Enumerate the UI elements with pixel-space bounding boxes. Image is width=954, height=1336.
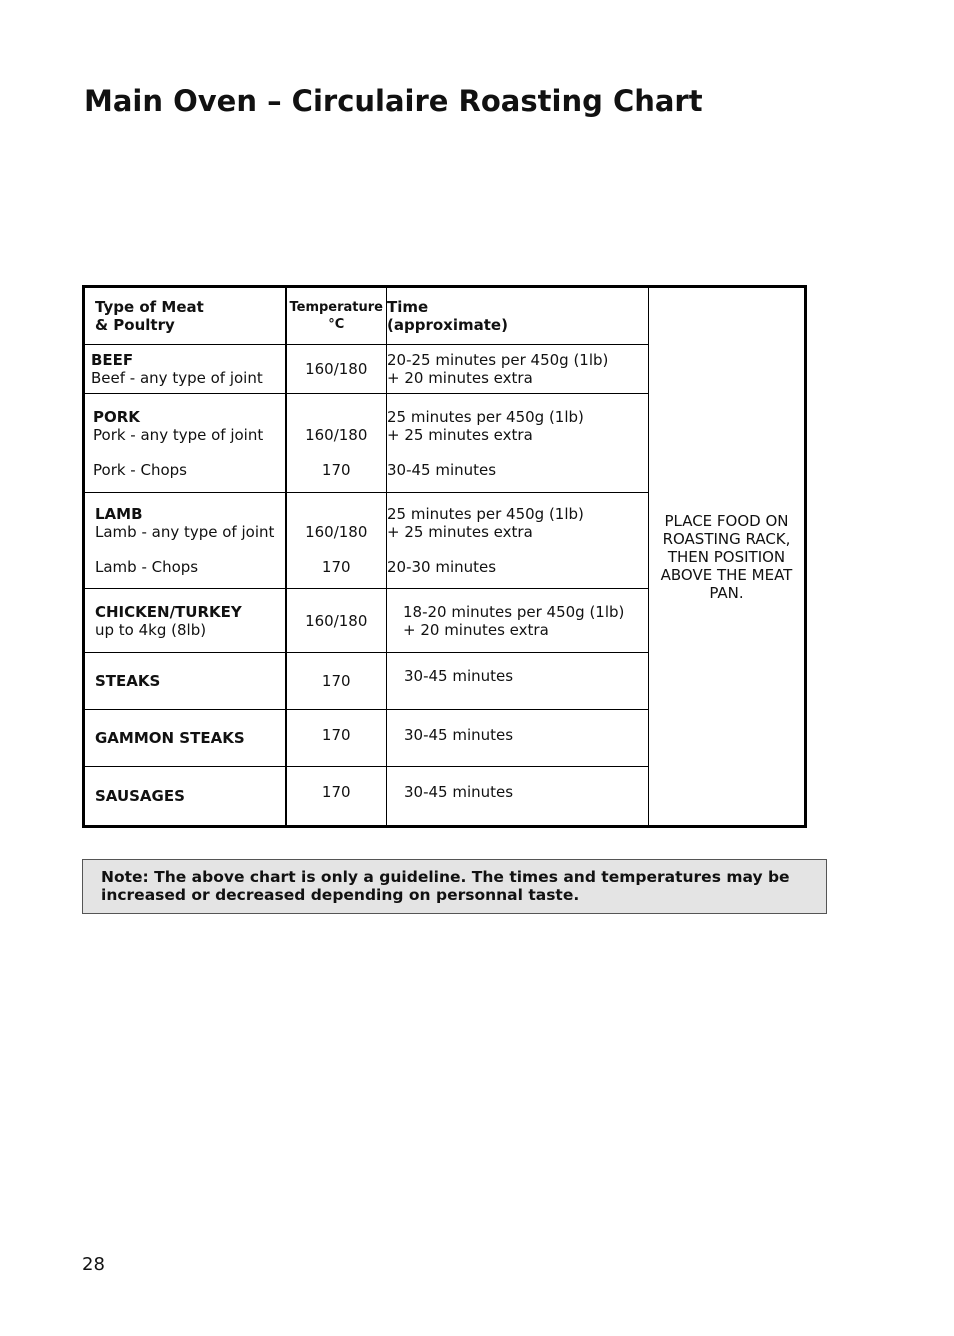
header-temperature: Temperature °C xyxy=(286,287,387,345)
temp-cell: 170 xyxy=(286,653,387,710)
table-header-row xyxy=(84,287,806,345)
meat-cell: PORK Pork - any type of joint Pork - Chops xyxy=(84,394,286,493)
temp-cell: 160/180 170 xyxy=(286,394,387,493)
temp-cell: 170 xyxy=(286,710,387,767)
header-time: Time (approximate) xyxy=(387,287,649,345)
meat-cell: BEEF Beef - any type of joint xyxy=(84,345,286,394)
time-cell: 25 minutes per 450g (1lb) + 25 minutes extra 20-30 minutes xyxy=(387,493,649,589)
meat-cell: CHICKEN/TURKEY up to 4kg (8lb) xyxy=(84,589,286,653)
time-cell: 30-45 minutes xyxy=(387,767,649,827)
page-title: Main Oven – Circulaire Roasting Chart xyxy=(84,84,703,118)
time-cell: 30-45 minutes xyxy=(387,710,649,767)
roasting-chart-table xyxy=(82,285,807,828)
meat-cell: STEAKS xyxy=(84,653,286,710)
temp-cell: 160/180 170 xyxy=(286,493,387,589)
time-cell: 20-25 minutes per 450g (1lb) + 20 minutes extra xyxy=(387,345,649,394)
time-cell: 18-20 minutes per 450g (1lb) + 20 minutes extra xyxy=(387,589,649,653)
temp-cell: 170 xyxy=(286,767,387,827)
side-note: PLACE FOOD ON ROASTING RACK, THEN POSITION ABOVE THE MEAT PAN. xyxy=(660,511,793,602)
meat-cell: SAUSAGES xyxy=(84,767,286,827)
time-cell: 30-45 minutes xyxy=(387,653,649,710)
temp-cell: 160/180 xyxy=(286,589,387,653)
temp-cell: 160/180 xyxy=(286,345,387,394)
side-note-cell xyxy=(649,287,806,827)
time-cell: 25 minutes per 450g (1lb) + 25 minutes extra 30-45 minutes xyxy=(387,394,649,493)
page-number: 28 xyxy=(82,1254,105,1275)
header-meat: Type of Meat & Poultry xyxy=(84,287,286,345)
meat-cell: LAMB Lamb - any type of joint Lamb - Chops xyxy=(84,493,286,589)
guideline-note: Note: The above chart is only a guideline. The times and temperatures may be increased or decreased depending on personnal taste. xyxy=(82,859,827,914)
meat-cell: GAMMON STEAKS xyxy=(84,710,286,767)
